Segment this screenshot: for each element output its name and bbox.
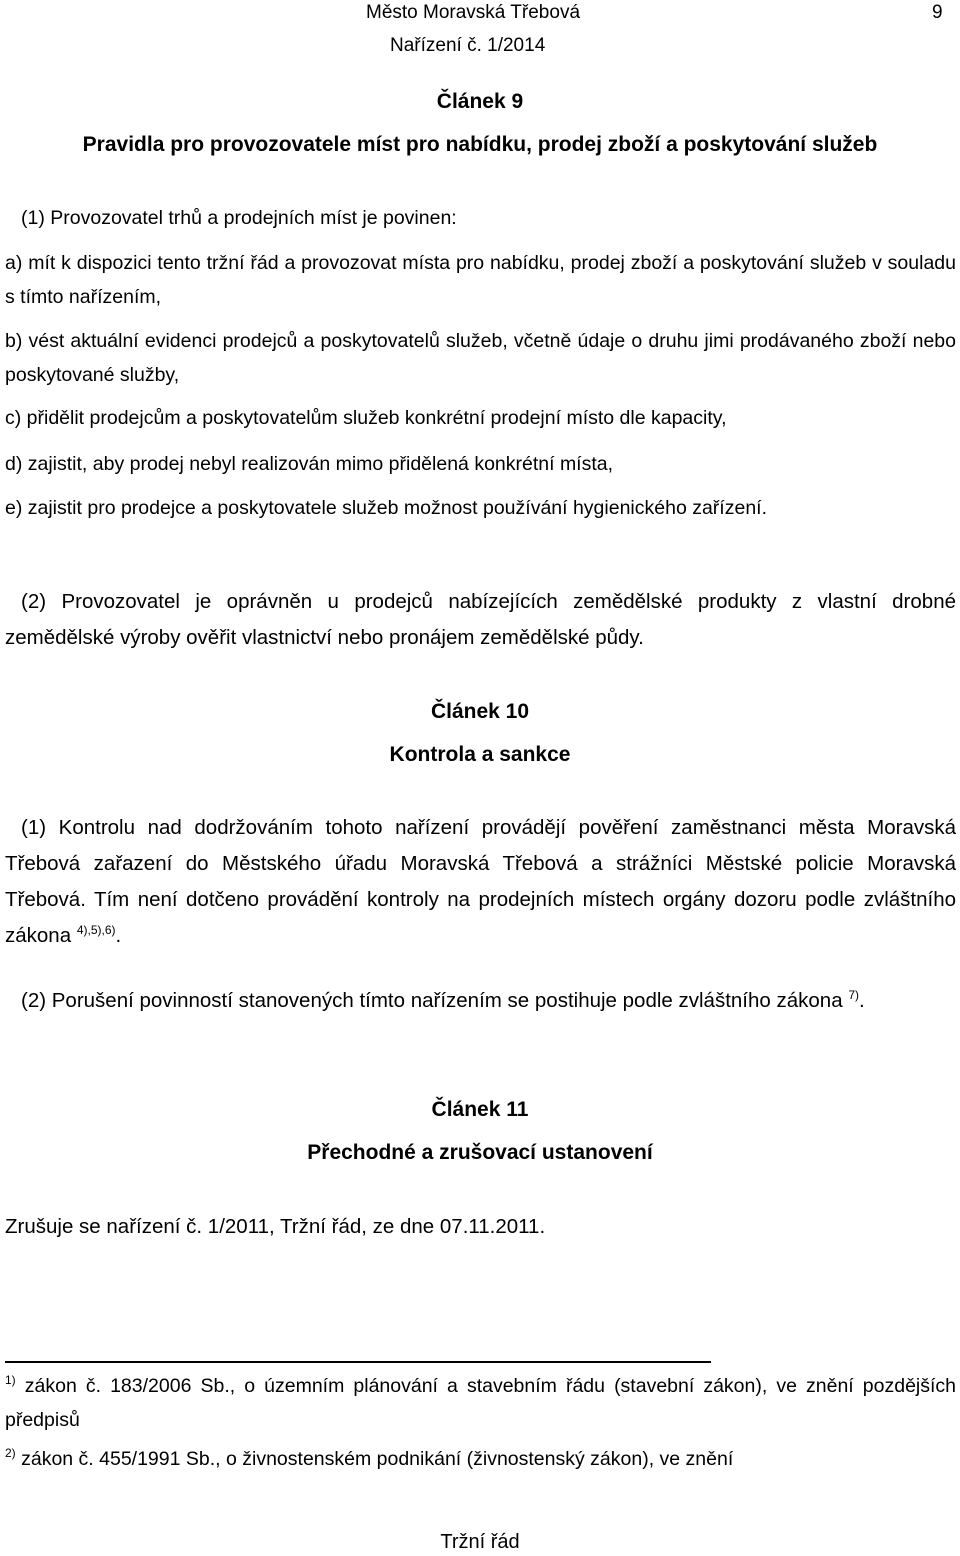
article-11-title: Přechodné a zrušovací ustanovení: [307, 1141, 653, 1164]
article-11-text: Zrušuje se nařízení č. 1/2011, Tržní řád, ze dne 07.11.2011.: [5, 1215, 546, 1238]
article-10-paragraph-2-end: .: [858, 989, 865, 1012]
article-10-paragraph-1-text: (1) Kontrolu nad dodržováním tohoto nařízení provádějí pověření zaměstnanci města Moravská Třebová zařazení do Městského úřadu Moravská Třebová a strážníci Městské policie Moravská Třebová. Tím není dotčeno provádění kontroly na prodejních místech orgány dozoru podle zvláštního zákona: [5, 816, 956, 947]
article-10-paragraph-1: [5, 810, 956, 954]
article-9-paragraph-2: [5, 584, 956, 656]
header-town: Město Moravská Třebová: [366, 2, 581, 23]
article-9-heading: Článek 9: [436, 90, 524, 113]
article-9-item-a: a) mít k dispozici tento tržní řád a provozovat místa pro nabídku, prodej zboží a poskytování služeb v souladu s tímto nařízením,: [5, 252, 956, 308]
article-10-paragraph-1-reference: 4),5),6): [76, 923, 116, 937]
footnote-2-mark: 2): [5, 1446, 16, 1460]
article-9-item-d: d) zajistit, aby prodej nebyl realizován mimo přidělená konkrétní místa,: [5, 453, 614, 475]
header-regulation: Nařízení č. 1/2014: [390, 35, 546, 56]
footnote-1-text: zákon č. 183/2006 Sb., o územním plánování a stavebním řádu (stavební zákon), ve znění pozdějších předpisů: [5, 1375, 957, 1431]
article-9-item-b: b) vést aktuální evidenci prodejců a poskytovatelů služeb, včetně údaje o druhu jimi prodávaného zboží nebo poskytované služby,: [5, 330, 956, 386]
footnote-2: [5, 1442, 956, 1476]
article-9-paragraph-1-intro: (1) Provozovatel trhů a prodejních míst je povinen:: [21, 207, 457, 229]
article-10-heading: Článek 10: [430, 700, 530, 723]
article-10-paragraph-2: [5, 983, 956, 1019]
article-10-paragraph-2-text: (2) Porušení povinností stanovených tímto nařízením se postihuje podle zvláštního zákona: [21, 989, 843, 1012]
article-9-item-c: c) přidělit prodejcům a poskytovatelům služeb konkrétní prodejní místo dle kapacity,: [5, 407, 727, 429]
article-10-title: Kontrola a sankce: [389, 743, 571, 766]
footnote-1: [5, 1369, 956, 1437]
article-10-paragraph-1-end: .: [115, 924, 122, 947]
footnote-1-mark: 1): [5, 1373, 16, 1387]
footnote-separator: [5, 1361, 711, 1363]
article-9-title: Pravidla pro provozovatele míst pro nabídku, prodej zboží a poskytování služeb: [82, 133, 878, 156]
footnote-2-text: zákon č. 455/1991 Sb., o živnostenském podnikání (živnostenský zákon), ve znění: [21, 1448, 734, 1470]
article-10-paragraph-2-reference: 7): [848, 988, 859, 1002]
header-page-number: 9: [932, 2, 943, 23]
article-9-item-e: e) zajistit pro prodejce a poskytovatele služeb možnost používání hygienického zařízení.: [5, 497, 767, 519]
article-11-heading: Článek 11: [431, 1098, 529, 1121]
page-footer: Tržní řád: [440, 1531, 520, 1553]
article-9-paragraph-2-text: (2) Provozovatel je oprávněn u prodejců nabízejících zemědělské produkty z vlastní drobné zemědělské výroby ověřit vlastnictví nebo pronájem zemědělské půdy.: [5, 590, 956, 649]
